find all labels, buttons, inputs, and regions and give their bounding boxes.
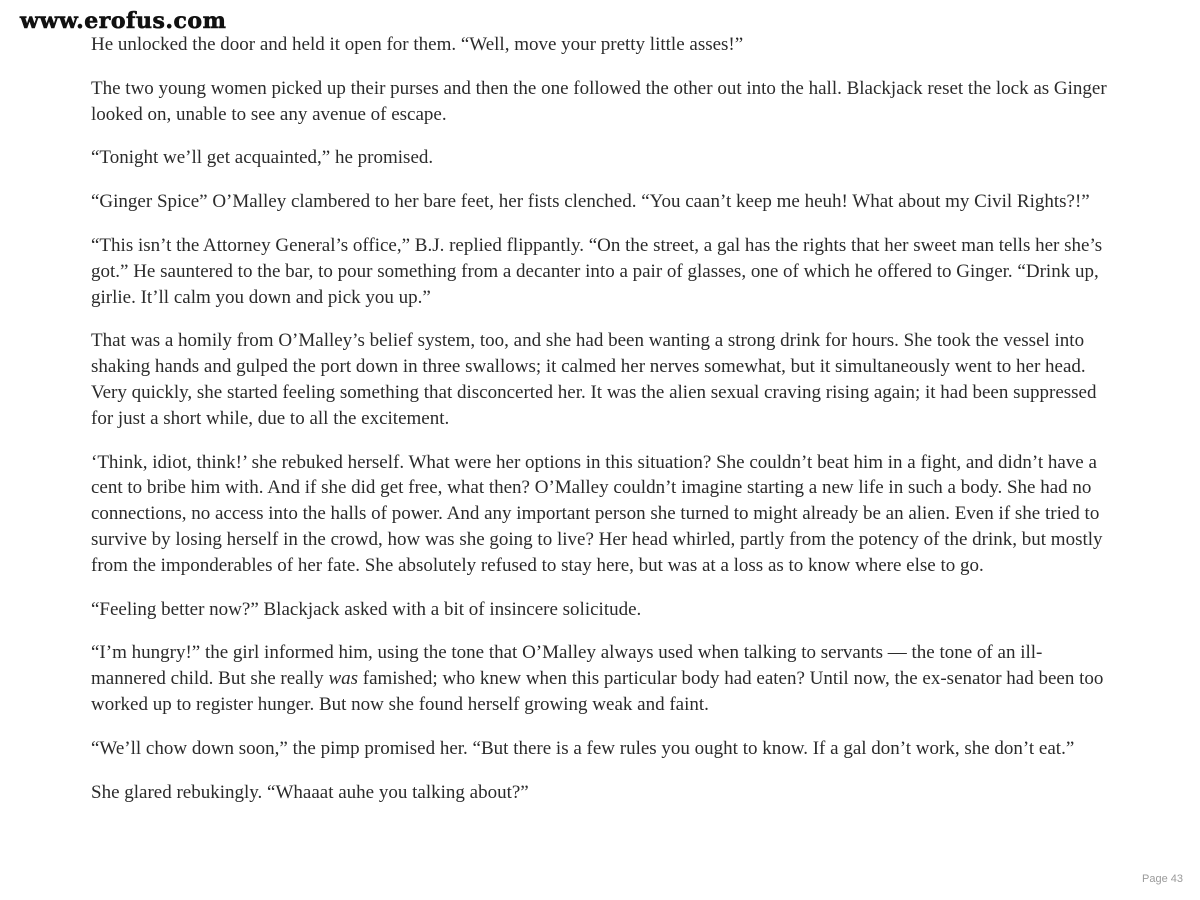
paragraph: “Feeling better now?” Blackjack asked with a bit of insincere solicitude.	[91, 598, 642, 620]
paragraph: That was a homily from O’Malley’s belief system, too, and she had been wanting a strong drink for hours. She took the vessel into shaking hands and gulped the port down in three swallows; it calmed her nerves somewhat, but it simultaneously went to her head. Very quickly, she started feeling something that disconcerted her. It was the alien sexual craving rising again; it had been suppressed for just a short while, due to all the excitement.	[91, 330, 1097, 429]
paragraph: He unlocked the door and held it open for them. “Well, move your pretty little asses!”	[91, 34, 744, 55]
paragraph: “We’ll chow down soon,” the pimp promised her. “But there is a few rules you ought to know. If a gal don’t work, she don’t eat.”	[91, 737, 1075, 759]
paragraph-text: famished; who knew when this particular body had eaten? Until now, the ex-senator had been too worked up to register hunger. But now she found herself growing weak and faint.	[91, 668, 1104, 715]
paragraph: The two young women picked up their purses and then the one followed the other out into the hall. Blackjack reset the lock as Ginger looked on, unable to see any avenue of escape.	[91, 77, 1107, 125]
document-page	[91, 32, 1111, 823]
emphasized-word: was	[328, 668, 359, 690]
paragraph-text: “I’m hungry!” the girl informed him, using the tone that O’Malley always used when talking to servants — the tone of an ill-mannered child. But she really	[91, 642, 1043, 690]
watermark-logo: www.erofus.com	[20, 8, 227, 34]
paragraph: “This isn’t the Attorney General’s office,” B.J. replied flippantly. “On the street, a gal has the rights that her sweet man tells her she’s got.” He sauntered to the bar, to pour something from a decanter into a pair of glasses, one of which he offered to Ginger. “Drink up, girlie. It’ll calm you down and pick you up.”	[91, 234, 1103, 308]
paragraph: ‘Think, idiot, think!’ she rebuked herself. What were her options in this situation? She couldn’t beat him in a fight, and didn’t have a cent to bribe him with. And if she did get free, what then? O’Malley couldn’t imagine starting a new life in such a body. She had no connections, no access into the halls of power. And any important person she turned to might already be an alien. Even if she tried to survive by losing herself in the crowd, how was she going to live? Her head whirled, partly from the potency of the drink, but mostly from the imponderables of her fate. She absolutely refused to stay here, but was at a loss as to know where else to go.	[91, 451, 1103, 576]
paragraph	[91, 640, 1111, 717]
page-number: Page 43	[1142, 873, 1183, 885]
paragraph: She glared rebukingly. “Whaaat auhe you talking about?”	[91, 781, 529, 803]
paragraph: “Tonight we’ll get acquainted,” he promised.	[91, 147, 434, 169]
paragraph: “Ginger Spice” O’Malley clambered to her bare feet, her fists clenched. “You caan’t keep me heuh! What about my Civil Rights?!”	[91, 191, 1090, 213]
